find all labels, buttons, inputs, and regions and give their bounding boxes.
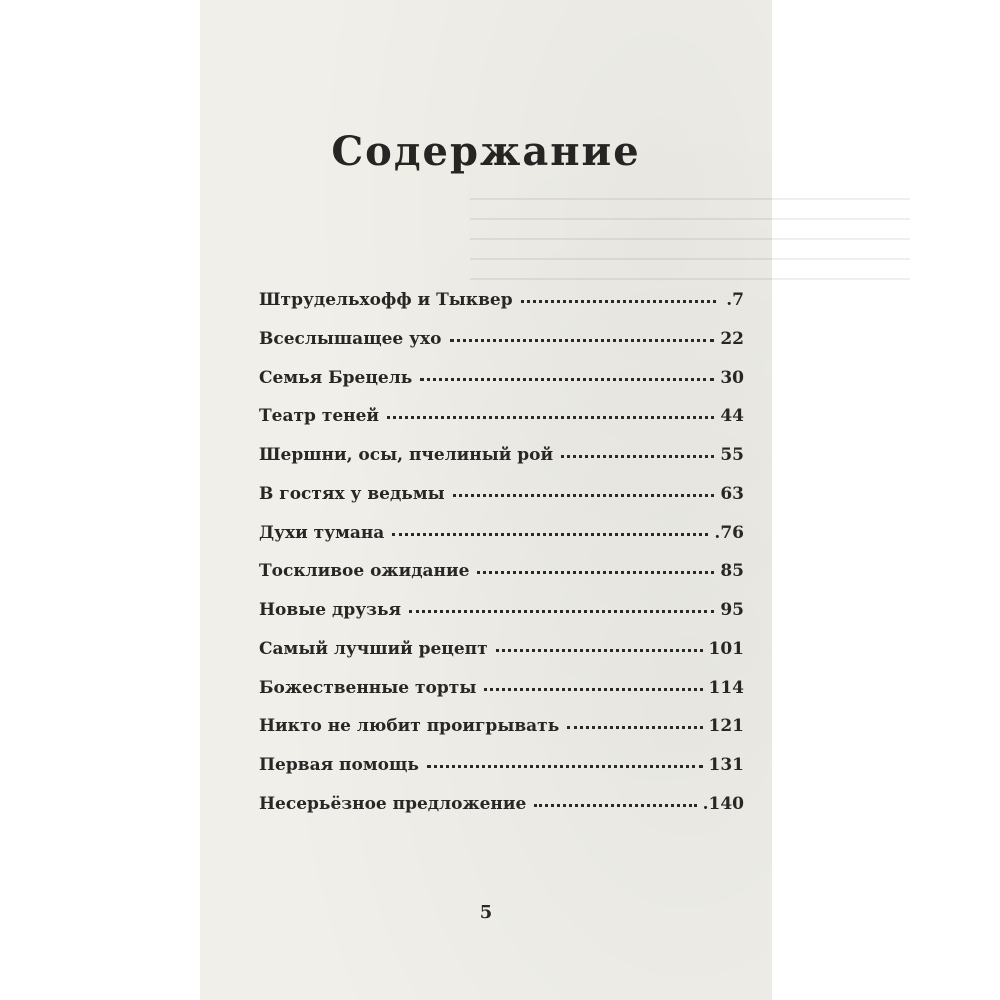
dot-leader	[484, 688, 702, 691]
book-page	[200, 0, 772, 1000]
toc-entry-title: Тоскливое ожидание	[259, 561, 470, 582]
toc-entry-title: Шершни, осы, пчелиный рой	[259, 445, 554, 465]
toc-entry	[259, 329, 744, 368]
toc-entry	[259, 484, 744, 523]
toc-entry	[259, 755, 744, 794]
toc-entry-title: Первая помощь	[259, 755, 419, 775]
dot-leader	[420, 378, 714, 381]
dot-leader	[392, 533, 708, 536]
toc-entry-title: Духи тумана	[259, 522, 385, 543]
dot-leader	[387, 416, 714, 419]
dot-leader	[567, 726, 702, 729]
toc-entry-title: Театр теней	[259, 406, 380, 427]
toc-entry-page: .7	[726, 290, 744, 310]
toc-entry	[259, 794, 744, 833]
dot-leader	[453, 494, 715, 497]
toc-entry-title: Всеслышащее ухо	[259, 328, 442, 349]
toc-entry	[259, 406, 744, 445]
dot-leader	[477, 571, 714, 574]
toc-entry-title: Штрудельхофф и Тыквер	[259, 290, 513, 310]
toc-entry	[259, 716, 744, 755]
toc-entry-page: .76	[714, 522, 744, 543]
toc-entry-page: 101	[708, 638, 744, 659]
toc-entry-page: 121	[708, 716, 744, 737]
toc-entry	[259, 678, 744, 717]
dot-leader	[450, 339, 715, 342]
dot-leader	[427, 765, 703, 768]
toc-entry	[259, 561, 744, 600]
dot-leader	[534, 804, 696, 807]
toc-entry-page: 30	[720, 367, 744, 388]
toc-entry	[259, 445, 744, 484]
toc-entry	[259, 639, 744, 678]
toc-entry-page: 85	[720, 561, 744, 582]
toc-entry-title: Никто не любит проигрывать	[259, 716, 560, 737]
dot-leader	[561, 455, 714, 458]
toc-entry-page: 131	[708, 755, 744, 775]
toc-entry	[259, 600, 744, 639]
toc-entry	[259, 368, 744, 407]
toc-entry-page: .140	[702, 793, 744, 814]
table-of-contents	[259, 290, 744, 833]
toc-entry-page: 63	[720, 483, 744, 504]
dot-leader	[496, 649, 703, 652]
page-title: Содержание	[331, 128, 641, 175]
toc-entry-title: Несерьёзное предложение	[259, 793, 527, 814]
toc-entry-page: 95	[720, 600, 744, 620]
toc-entry-title: Самый лучший рецепт	[259, 638, 488, 659]
toc-entry-page: 114	[708, 677, 744, 698]
toc-entry-title: Семья Брецель	[259, 367, 413, 388]
page-number: 5	[479, 902, 493, 923]
toc-entry-title: В гостях у ведьмы	[259, 483, 445, 504]
toc-entry-page: 55	[720, 445, 744, 465]
toc-entry-page: 44	[720, 406, 744, 427]
dot-leader	[409, 610, 714, 613]
toc-entry	[259, 290, 744, 329]
toc-entry	[259, 523, 744, 562]
dot-leader	[521, 300, 716, 303]
toc-entry-title: Новые друзья	[259, 600, 402, 620]
toc-entry-title: Божественные торты	[259, 677, 477, 698]
toc-entry-page: 22	[720, 328, 744, 349]
